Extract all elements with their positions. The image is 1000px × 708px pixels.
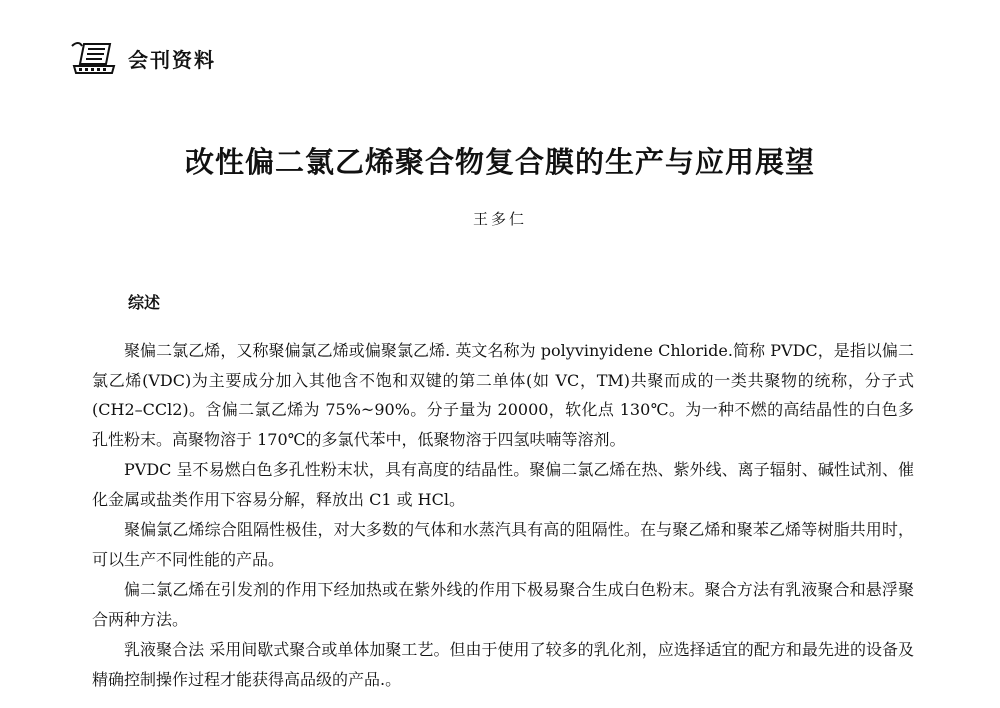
article-author: 王多仁 (472, 210, 527, 228)
page-header (70, 40, 216, 76)
paragraph: 乳液聚合法 采用间歇式聚合或单体加聚工艺。但由于使用了较多的乳化剂，应选择适宜的配方和最先进的设备及精确控制操作过程才能获得高品级的产品.。 (92, 640, 914, 689)
newspaper-typewriter-icon (70, 40, 118, 76)
article-title: 改性偏二氯乙烯聚合物复合膜的生产与应用展望 (184, 145, 815, 179)
paragraph: 聚偏氯乙烯综合阻隔性极佳，对大多数的气体和水蒸汽具有高的阻隔性。在与聚乙烯和聚苯乙烯等树脂共用时，可以生产不同性能的产品。 (92, 520, 914, 569)
paragraph: PVDC 呈不易燃白色多孔性粉末状，具有高度的结晶性。聚偏二氯乙烯在热、紫外线、离子辐射、碱性试剂、催化金属或盐类作用下容易分解，释放出 C1 或 HCl。 (92, 460, 914, 509)
paragraph: 聚偏二氯乙烯，又称聚偏氯乙烯或偏聚氯乙烯. 英文名称为 polyvinyidene Chloride.简称 PVDC，是指以偏二氯乙烯(VDC)为主要成分加入其他含不饱和双键的第二单体(如 VC，TM)共聚而成的一类共聚物的统称，分子式(CH2–CCl2)。含偏二氯乙烯为 75%~90%。分子量为 20000，软化点 130℃。为一种不燃的高结晶性的白色多孔性粉末。高聚物溶于 170℃的多氯代苯中，低聚物溶于四氢呋喃等溶剂。 (92, 341, 914, 449)
paragraph: 偏二氯乙烯在引发剂的作用下经加热或在紫外线的作用下极易聚合生成白色粉末。聚合方法有乳液聚合和悬浮聚合两种方法。 (92, 580, 914, 629)
section-heading: 综述 (128, 293, 161, 312)
header-title: 会刊资料 (128, 47, 216, 72)
article-body (92, 336, 914, 695)
